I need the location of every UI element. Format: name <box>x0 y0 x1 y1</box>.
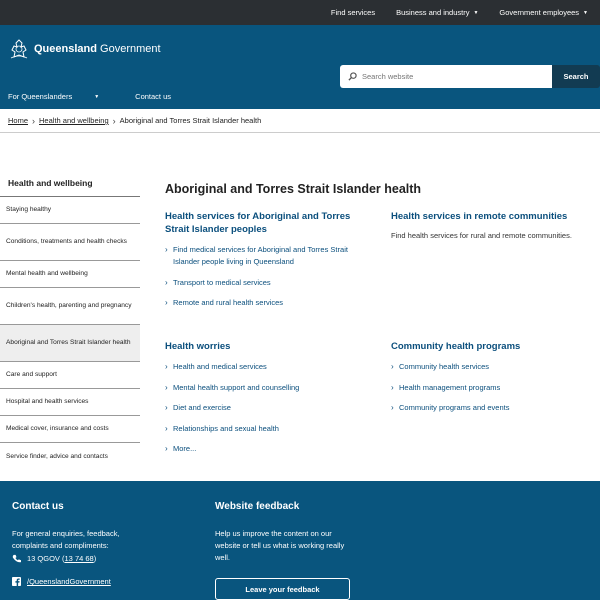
chevron-right-icon: › <box>165 403 168 412</box>
government-employees-label: Government employees <box>499 8 580 17</box>
logo-text-rest: Government <box>96 43 161 55</box>
business-industry-label: Business and industry <box>396 8 470 17</box>
chevron-right-icon: › <box>165 298 168 307</box>
footer-contact-title: Contact us <box>12 501 64 512</box>
breadcrumb-current: Aboriginal and Torres Strait Islander health <box>119 116 262 125</box>
section-remote-communities <box>391 210 591 241</box>
chevron-right-icon: › <box>391 362 394 371</box>
find-services-link[interactable]: Find services <box>330 8 376 17</box>
footer-phone <box>12 554 96 563</box>
nav-for-queenslanders-label: For Queenslanders <box>8 92 73 101</box>
section-health-services <box>165 210 355 318</box>
link-diet-exercise[interactable] <box>165 402 355 414</box>
sidebar-item-service-finder[interactable]: Service finder, advice and contacts <box>6 452 108 460</box>
search-input[interactable] <box>362 72 532 81</box>
link-transport[interactable] <box>165 277 355 289</box>
site-footer <box>0 481 600 600</box>
nav-contact-us[interactable]: Contact us <box>135 92 172 101</box>
sidebar-item-staying-healthy[interactable]: Staying healthy <box>0 197 140 224</box>
phone-label: 13 QGOV ( <box>27 554 65 563</box>
link-health-management[interactable] <box>391 382 591 394</box>
section-community-programs <box>391 340 591 423</box>
site-search <box>340 65 600 88</box>
chevron-right-icon: › <box>32 115 36 126</box>
breadcrumb <box>0 109 600 133</box>
search-box <box>340 65 552 88</box>
link-label: Community programs and events <box>399 403 510 412</box>
section-title[interactable]: Health worries <box>165 341 231 352</box>
chevron-right-icon: › <box>165 277 168 287</box>
link-label: Transport to medical services <box>173 277 271 287</box>
phone-close: ) <box>93 554 97 563</box>
section-description: Find health services for rural and remote communities. <box>391 231 572 240</box>
footer-feedback-text: Help us improve the content on our website or tell us what is working really well. <box>215 529 345 562</box>
business-industry-menu[interactable] <box>396 8 478 17</box>
qld-government-logo[interactable] <box>8 38 161 60</box>
link-label: Find medical services for Aboriginal and Torres Strait Islander people living in Queensland <box>173 245 348 266</box>
link-remote-rural[interactable] <box>165 297 355 309</box>
sidebar-item-care-support[interactable]: Care and support <box>0 362 140 389</box>
sidebar-item-childrens-health[interactable]: Children's health, parenting and pregnancy <box>0 288 140 325</box>
chevron-right-icon: › <box>391 403 394 412</box>
chevron-right-icon: › <box>391 382 394 392</box>
phone-icon <box>12 554 21 563</box>
section-health-worries <box>165 340 355 464</box>
section-title[interactable]: Health services in remote communities <box>391 211 568 222</box>
phone-number-link[interactable]: 13 74 68 <box>64 554 94 563</box>
section-title[interactable]: Community health programs <box>391 341 521 352</box>
link-label: Community health services <box>399 362 490 371</box>
sidebar-item-medical-cover[interactable]: Medical cover, insurance and costs <box>0 416 140 443</box>
link-community-events[interactable] <box>391 402 591 414</box>
sidebar-item-hospital-services[interactable]: Hospital and health services <box>0 389 140 416</box>
main-nav <box>8 92 189 101</box>
link-label: Relationships and sexual health <box>173 423 279 433</box>
section-nav <box>0 172 140 481</box>
sidebar-item-conditions[interactable]: Conditions, treatments and health checks <box>0 224 140 261</box>
chevron-right-icon: › <box>112 115 116 126</box>
sidebar-item-aboriginal-health[interactable]: Aboriginal and Torres Strait Islander health <box>0 325 140 362</box>
footer-contact-text: For general enquiries, feedback, complaints and compliments: <box>12 529 120 550</box>
link-label: Health management programs <box>399 382 501 392</box>
facebook-link[interactable]: /QueenslandGovernment <box>27 577 111 586</box>
link-label: Health and medical services <box>173 362 267 371</box>
caret-down-icon: ▼ <box>94 93 100 100</box>
site-header <box>0 25 600 109</box>
search-button[interactable]: Search <box>552 65 600 88</box>
chevron-right-icon: › <box>165 444 168 453</box>
caret-down-icon: ▼ <box>473 9 479 16</box>
section-nav-title[interactable]: Health and wellbeing <box>0 172 140 197</box>
chevron-right-icon: › <box>165 245 168 254</box>
logo-text <box>34 43 161 55</box>
link-mental-health-support[interactable] <box>165 382 355 394</box>
sidebar-item-mental-health[interactable]: Mental health and wellbeing <box>0 261 140 288</box>
link-relationships[interactable] <box>165 423 355 435</box>
search-icon <box>348 72 357 81</box>
utility-bar <box>0 0 600 25</box>
chevron-right-icon: › <box>165 382 168 392</box>
link-label: Mental health support and counselling <box>173 382 300 392</box>
chevron-right-icon: › <box>165 423 168 433</box>
main-content <box>165 182 595 481</box>
link-more[interactable] <box>165 443 355 455</box>
leave-feedback-button[interactable]: Leave your feedback <box>215 578 350 600</box>
link-community-health[interactable] <box>391 361 591 373</box>
link-health-medical[interactable] <box>165 361 355 373</box>
link-label: Remote and rural health services <box>173 298 284 307</box>
logo-text-bold: Queensland <box>34 43 97 55</box>
facebook-icon <box>12 577 21 586</box>
link-find-medical-services[interactable] <box>165 244 355 268</box>
government-employees-menu[interactable] <box>499 8 588 17</box>
caret-down-icon: ▼ <box>583 9 588 16</box>
link-label: More... <box>173 444 197 453</box>
breadcrumb-home[interactable]: Home <box>8 116 29 125</box>
footer-feedback-title: Website feedback <box>215 501 300 512</box>
chevron-right-icon: › <box>165 362 168 371</box>
link-label: Diet and exercise <box>173 403 231 412</box>
footer-facebook <box>12 577 111 586</box>
nav-for-queenslanders[interactable] <box>8 92 117 101</box>
section-title[interactable]: Health services for Aboriginal and Torres Strait Islander peoples <box>165 211 351 235</box>
page-title: Aboriginal and Torres Strait Islander health <box>165 182 422 196</box>
breadcrumb-health-wellbeing[interactable]: Health and wellbeing <box>39 116 109 125</box>
coat-of-arms-icon <box>8 38 30 60</box>
